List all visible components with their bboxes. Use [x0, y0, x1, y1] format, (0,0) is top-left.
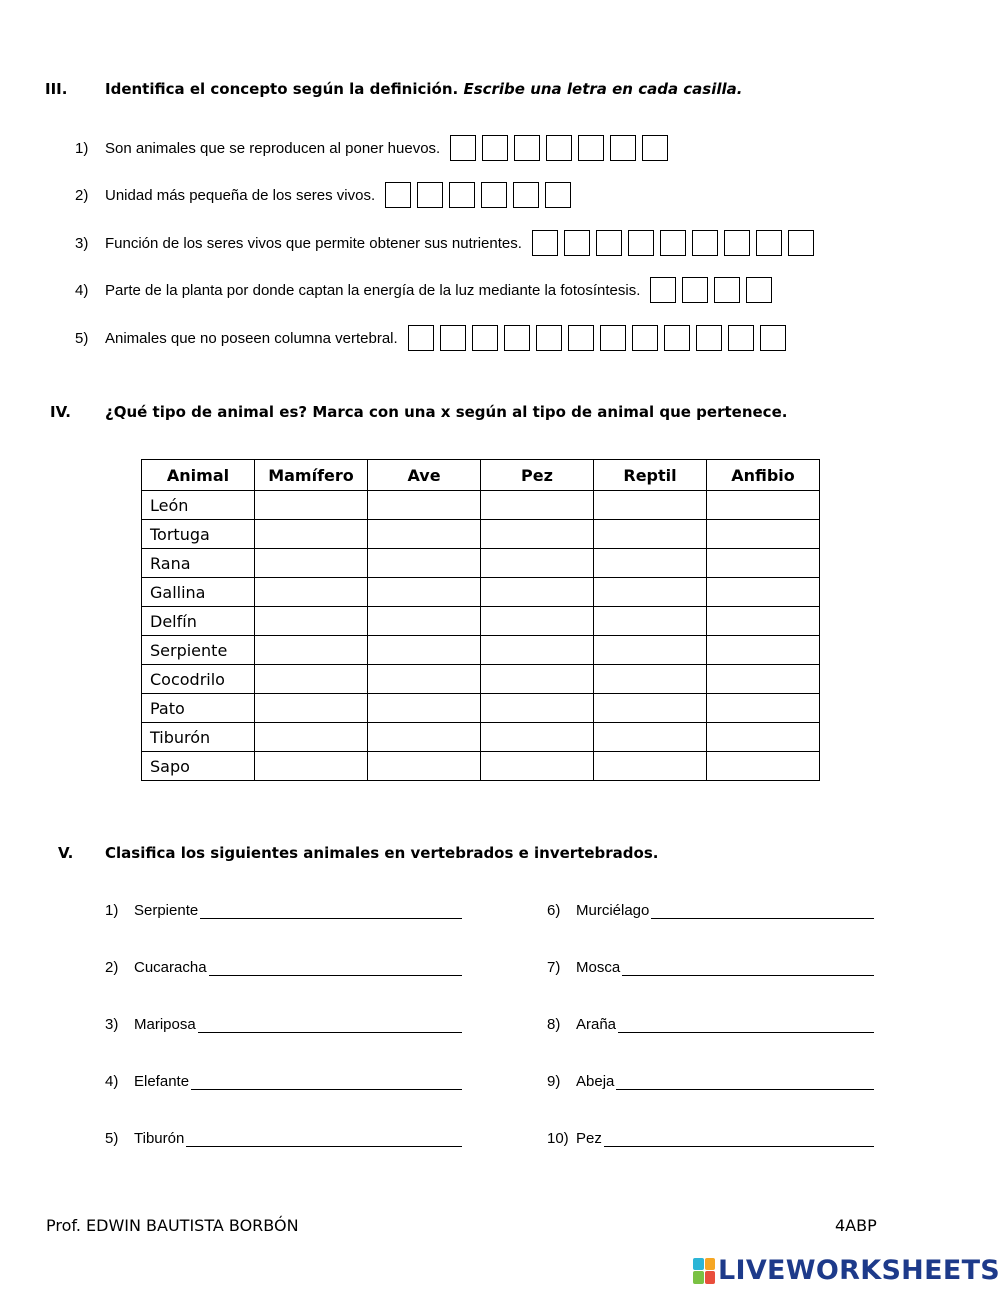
section-4-number: IV.	[50, 403, 71, 421]
animal-name-cell: León	[142, 491, 255, 520]
classify-item-label: Murciélago	[576, 902, 650, 919]
question-text: Unidad más pequeña de los seres vivos.	[105, 186, 376, 204]
classify-item-number: 3)	[105, 1016, 119, 1033]
letter-box[interactable]	[564, 230, 590, 256]
table-row	[142, 491, 820, 520]
letter-box[interactable]	[450, 135, 476, 161]
letter-box[interactable]	[664, 325, 690, 351]
table-row	[142, 665, 820, 694]
answer-line[interactable]	[186, 1131, 462, 1147]
table-row	[142, 607, 820, 636]
classify-item-number: 10)	[547, 1130, 569, 1147]
table-header-cell: Animal	[142, 460, 255, 491]
table-body	[142, 491, 820, 781]
letter-box[interactable]	[714, 277, 740, 303]
classify-item-label: Mosca	[576, 959, 621, 976]
table-header-cell: Ave	[368, 460, 481, 491]
letter-box[interactable]	[596, 230, 622, 256]
section-5-number: V.	[58, 844, 74, 862]
table-row	[142, 752, 820, 781]
question-number: 2)	[75, 186, 89, 204]
mark-cell[interactable]	[368, 549, 481, 578]
letter-box[interactable]	[546, 135, 572, 161]
letter-box[interactable]	[545, 182, 571, 208]
section-3-title	[105, 80, 742, 98]
classify-item-number: 1)	[105, 902, 119, 919]
mark-cell[interactable]	[594, 520, 707, 549]
letter-box[interactable]	[513, 182, 539, 208]
letter-box[interactable]	[408, 325, 434, 351]
table-header-cell: Pez	[481, 460, 594, 491]
letter-boxes	[408, 325, 792, 351]
letter-box[interactable]	[724, 230, 750, 256]
animal-name-cell: Tiburón	[142, 723, 255, 752]
letter-box[interactable]	[481, 182, 507, 208]
question-number: 1)	[75, 139, 89, 157]
mark-cell[interactable]	[594, 694, 707, 723]
answer-line[interactable]	[604, 1131, 874, 1147]
classify-item-number: 5)	[105, 1130, 119, 1147]
letter-box[interactable]	[692, 230, 718, 256]
mark-cell[interactable]	[707, 752, 820, 781]
classify-item-label: Abeja	[576, 1073, 615, 1090]
letter-box[interactable]	[760, 325, 786, 351]
question-number: 5)	[75, 329, 89, 347]
letter-box[interactable]	[578, 135, 604, 161]
letter-box[interactable]	[482, 135, 508, 161]
answer-line[interactable]	[191, 1074, 462, 1090]
classify-item	[547, 956, 874, 976]
mark-cell[interactable]	[368, 752, 481, 781]
mark-cell[interactable]	[481, 694, 594, 723]
letter-boxes	[385, 182, 577, 208]
mark-cell[interactable]	[368, 578, 481, 607]
table-header-row	[142, 460, 820, 491]
letter-box[interactable]	[440, 325, 466, 351]
mark-cell[interactable]	[255, 723, 368, 752]
letter-boxes	[450, 135, 674, 161]
question-1	[75, 133, 674, 163]
classify-item-number: 8)	[547, 1016, 561, 1033]
classify-item	[547, 1013, 874, 1033]
mark-cell[interactable]	[594, 723, 707, 752]
mark-cell[interactable]	[481, 491, 594, 520]
liveworksheets-logo[interactable]	[693, 1255, 1000, 1286]
mark-cell[interactable]	[255, 578, 368, 607]
mark-cell[interactable]	[481, 578, 594, 607]
liveworksheets-logo-icon	[693, 1258, 715, 1284]
answer-line[interactable]	[618, 1017, 874, 1033]
classify-item	[547, 1070, 874, 1090]
letter-box[interactable]	[642, 135, 668, 161]
mark-cell[interactable]	[255, 694, 368, 723]
classify-item	[105, 1013, 462, 1033]
mark-cell[interactable]	[481, 549, 594, 578]
mark-cell[interactable]	[255, 549, 368, 578]
letter-box[interactable]	[417, 182, 443, 208]
mark-cell[interactable]	[255, 636, 368, 665]
answer-line[interactable]	[209, 960, 462, 976]
classify-item	[105, 956, 462, 976]
letter-box[interactable]	[660, 230, 686, 256]
teacher-name: Prof. EDWIN BAUTISTA BORBÓN	[46, 1216, 299, 1235]
letter-box[interactable]	[682, 277, 708, 303]
classify-item-label: Pez	[576, 1130, 602, 1147]
classify-item-number: 6)	[547, 902, 561, 919]
mark-cell[interactable]	[481, 752, 594, 781]
table-row	[142, 578, 820, 607]
mark-cell[interactable]	[707, 549, 820, 578]
question-text: Animales que no poseen columna vertebral.	[105, 329, 398, 347]
mark-cell[interactable]	[707, 694, 820, 723]
mark-cell[interactable]	[707, 520, 820, 549]
table-header-cell: Anfibio	[707, 460, 820, 491]
letter-box[interactable]	[449, 182, 475, 208]
answer-line[interactable]	[616, 1074, 874, 1090]
table-row	[142, 549, 820, 578]
letter-box[interactable]	[600, 325, 626, 351]
letter-box[interactable]	[628, 230, 654, 256]
letter-box[interactable]	[632, 325, 658, 351]
answer-line[interactable]	[622, 960, 874, 976]
table-header-cell: Reptil	[594, 460, 707, 491]
mark-cell[interactable]	[707, 578, 820, 607]
classify-item-label: Mariposa	[134, 1016, 196, 1033]
section-3-title-main: Identifica el concepto según la definición.	[105, 80, 459, 98]
table-header-cell: Mamífero	[255, 460, 368, 491]
classify-item	[105, 1127, 462, 1147]
classify-item-number: 2)	[105, 959, 119, 976]
question-4	[75, 275, 778, 305]
mark-cell[interactable]	[594, 752, 707, 781]
mark-cell[interactable]	[707, 723, 820, 752]
letter-box[interactable]	[610, 135, 636, 161]
mark-cell[interactable]	[368, 520, 481, 549]
section-3-title-italic: Escribe una letra en cada casilla.	[463, 80, 743, 98]
classify-item-label: Tiburón	[134, 1130, 185, 1147]
letter-box[interactable]	[728, 325, 754, 351]
section-5-title: Clasifica los siguientes animales en vertebrados e invertebrados.	[105, 844, 659, 862]
letter-box[interactable]	[532, 230, 558, 256]
animal-name-cell: Tortuga	[142, 520, 255, 549]
letter-box[interactable]	[568, 325, 594, 351]
mark-cell[interactable]	[255, 491, 368, 520]
letter-box[interactable]	[788, 230, 814, 256]
answer-line[interactable]	[198, 1017, 462, 1033]
classify-item	[105, 899, 462, 919]
section-3-number: III.	[45, 80, 68, 98]
question-2	[75, 180, 577, 210]
mark-cell[interactable]	[707, 636, 820, 665]
mark-cell[interactable]	[368, 665, 481, 694]
animal-type-table	[141, 459, 820, 781]
answer-line[interactable]	[651, 903, 874, 919]
letter-box[interactable]	[504, 325, 530, 351]
letter-box[interactable]	[746, 277, 772, 303]
mark-cell[interactable]	[594, 578, 707, 607]
table-row	[142, 694, 820, 723]
question-number: 3)	[75, 234, 89, 252]
question-number: 4)	[75, 281, 89, 299]
animal-name-cell: Pato	[142, 694, 255, 723]
letter-box[interactable]	[756, 230, 782, 256]
classify-item-number: 4)	[105, 1073, 119, 1090]
mark-cell[interactable]	[481, 607, 594, 636]
mark-cell[interactable]	[368, 694, 481, 723]
mark-cell[interactable]	[594, 491, 707, 520]
letter-boxes	[650, 277, 778, 303]
animal-name-cell: Rana	[142, 549, 255, 578]
letter-boxes	[532, 230, 820, 256]
letter-box[interactable]	[536, 325, 562, 351]
mark-cell[interactable]	[594, 665, 707, 694]
classify-item-label: Araña	[576, 1016, 617, 1033]
animal-name-cell: Serpiente	[142, 636, 255, 665]
classify-item-label: Cucaracha	[134, 959, 207, 976]
classify-item-number: 9)	[547, 1073, 561, 1090]
mark-cell[interactable]	[707, 607, 820, 636]
mark-cell[interactable]	[594, 636, 707, 665]
question-text: Parte de la planta por donde captan la energía de la luz mediante la fotosíntesis.	[105, 281, 641, 299]
letter-box[interactable]	[650, 277, 676, 303]
mark-cell[interactable]	[368, 636, 481, 665]
mark-cell[interactable]	[255, 520, 368, 549]
mark-cell[interactable]	[481, 520, 594, 549]
section-4-title: ¿Qué tipo de animal es? Marca con una x según al tipo de animal que pertenece.	[105, 403, 788, 421]
animal-name-cell: Delfín	[142, 607, 255, 636]
mark-cell[interactable]	[481, 636, 594, 665]
question-text: Son animales que se reproducen al poner huevos.	[105, 139, 441, 157]
mark-cell[interactable]	[368, 723, 481, 752]
mark-cell[interactable]	[707, 665, 820, 694]
mark-cell[interactable]	[481, 723, 594, 752]
animal-name-cell: Cocodrilo	[142, 665, 255, 694]
classify-item-label: Elefante	[134, 1073, 190, 1090]
mark-cell[interactable]	[594, 549, 707, 578]
question-5	[75, 323, 792, 353]
answer-line[interactable]	[200, 903, 462, 919]
mark-cell[interactable]	[368, 491, 481, 520]
letter-box[interactable]	[514, 135, 540, 161]
mark-cell[interactable]	[255, 752, 368, 781]
mark-cell[interactable]	[481, 665, 594, 694]
table-row	[142, 723, 820, 752]
letter-box[interactable]	[696, 325, 722, 351]
question-3	[75, 228, 820, 258]
question-text: Función de los seres vivos que permite obtener sus nutrientes.	[105, 234, 522, 252]
grade-label: 4ABP	[835, 1216, 877, 1235]
table-row	[142, 520, 820, 549]
mark-cell[interactable]	[707, 491, 820, 520]
animal-name-cell: Gallina	[142, 578, 255, 607]
mark-cell[interactable]	[594, 607, 707, 636]
animal-name-cell: Sapo	[142, 752, 255, 781]
classify-item	[547, 899, 874, 919]
letter-box[interactable]	[385, 182, 411, 208]
classify-item-label: Serpiente	[134, 902, 199, 919]
mark-cell[interactable]	[255, 607, 368, 636]
classify-item	[547, 1127, 874, 1147]
classify-item-number: 7)	[547, 959, 561, 976]
mark-cell[interactable]	[368, 607, 481, 636]
table-row	[142, 636, 820, 665]
liveworksheets-logo-text: LIVEWORKSHEETS	[718, 1255, 1000, 1286]
mark-cell[interactable]	[255, 665, 368, 694]
letter-box[interactable]	[472, 325, 498, 351]
classify-item	[105, 1070, 462, 1090]
